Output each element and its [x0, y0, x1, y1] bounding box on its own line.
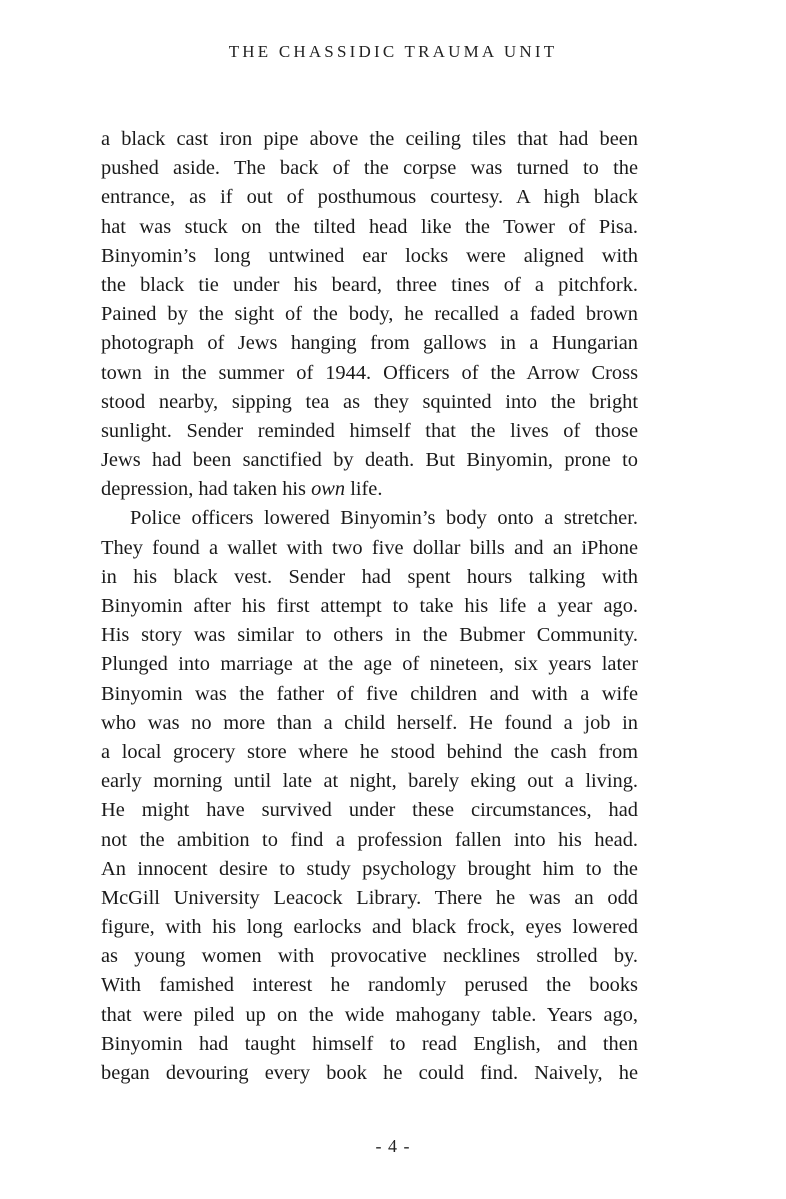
text-line: in his black vest. Sender had spent hours talking with	[101, 565, 638, 588]
running-head: THE CHASSIDIC TRAUMA UNIT	[228, 42, 558, 61]
text-line: Binyomin was the father of five children and with a wife	[101, 682, 638, 705]
text-line: entrance, as if out of posthumous courtesy. A high black	[101, 186, 638, 209]
text-line: hat was stuck on the tilted head like the Tower of Pisa.	[101, 215, 638, 238]
text-segment: life.	[345, 478, 383, 501]
text-line: Plunged into marriage at the age of nineteen, six years later	[101, 653, 638, 676]
text-line: not the ambition to find a profession fallen into his head.	[101, 828, 638, 851]
text-line: that were piled up on the wide mahogany table. Years ago,	[101, 1003, 638, 1026]
text-line: Jews had been sanctified by death. But Binyomin, prone to	[101, 449, 638, 472]
paragraph-2	[101, 504, 638, 1088]
text-line: a local grocery store where he stood behind the cash from	[101, 740, 638, 763]
text-line: He might have survived under these circumstances, had	[101, 799, 638, 822]
text-line: a black cast iron pipe above the ceiling tiles that had been	[101, 128, 638, 150]
text-line: town in the summer of 1944. Officers of the Arrow Cross	[101, 361, 638, 384]
text-line: the black tie under his beard, three tines of a pitchfork.	[101, 273, 638, 296]
paragraph-1	[101, 125, 638, 504]
text-line: Binyomin after his first attempt to take his life a year ago.	[101, 595, 638, 617]
text-line: early morning until late at night, barely eking out a living.	[101, 770, 638, 793]
page-number: - 4 -	[375, 1136, 411, 1156]
text-line: His story was similar to others in the Bubmer Community.	[101, 624, 638, 647]
text-line: as young women with provocative necklines strolled by.	[101, 945, 638, 968]
text-segment: depression, had taken his	[101, 478, 312, 501]
body-text	[101, 125, 638, 1088]
text-line: They found a wallet with two five dollar bills and an iPhone	[101, 536, 638, 559]
text-line: Police officers lowered Binyomin’s body onto a stretcher.	[130, 507, 638, 530]
text-line: Binyomin’s long untwined ear locks were aligned with	[101, 244, 638, 267]
text-line: sunlight. Sender reminded himself that the lives of those	[101, 419, 638, 442]
emphasized-word: own	[311, 478, 346, 501]
text-line: McGill University Leacock Library. There he was an odd	[101, 886, 638, 909]
text-line: With famished interest he randomly perused the books	[101, 974, 638, 997]
text-line: Pained by the sight of the body, he recalled a faded brown	[101, 303, 638, 326]
text-line: began devouring every book he could find. Naively, he	[101, 1062, 638, 1084]
text-line: An innocent desire to study psychology brought him to the	[101, 857, 638, 880]
text-line: stood nearby, sipping tea as they squinted into the bright	[101, 390, 638, 413]
text-line: who was no more than a child herself. He found a job in	[101, 711, 638, 734]
text-line: pushed aside. The back of the corpse was turned to the	[101, 157, 638, 180]
text-line: photograph of Jews hanging from gallows in a Hungarian	[101, 332, 638, 355]
text-line: figure, with his long earlocks and black frock, eyes lowered	[101, 916, 638, 939]
text-line: Binyomin had taught himself to read English, and then	[101, 1032, 638, 1055]
text-line	[101, 475, 638, 504]
